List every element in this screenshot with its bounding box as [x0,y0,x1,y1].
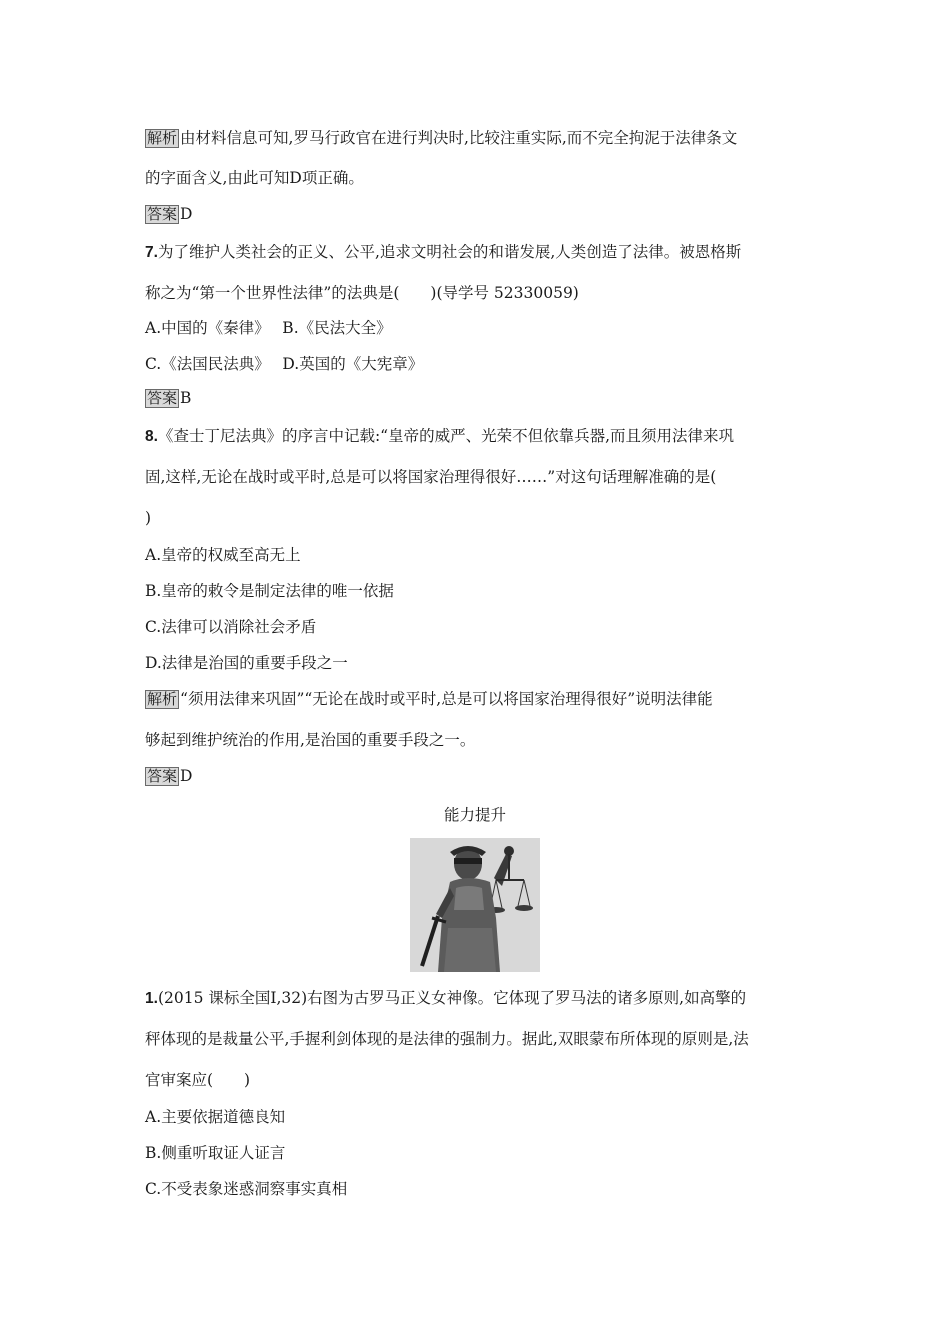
analysis-text: 够起到维护统治的作用,是治国的重要手段之一。 [145,731,476,749]
question-text: 秤体现的是裁量公平,手握利剑体现的是法律的强制力。据此,双眼蒙布所体现的原则是,法 [145,1030,749,1048]
option-c: C.法律可以消除社会矛盾 [145,618,317,636]
option-a: A.主要依据道德良知 [145,1108,286,1126]
answer-line [145,388,191,408]
section-title: 能力提升 [443,806,506,824]
answer-tag: 答案 [147,767,178,785]
option-b: B.皇帝的敕令是制定法律的唯一依据 [145,582,394,600]
question-text: 称之为“第一个世界性法律”的法典是( )(导学号 52330059) [145,284,579,302]
question-text: ) [145,509,152,527]
answer-line [145,766,192,786]
analysis-text: 的字面含义,由此可知D项正确。 [145,169,364,187]
answer-tag: 答案 [147,389,178,407]
question-text: 《查士丁尼法典》的序言中记载:“皇帝的威严、光荣不但依靠兵器,而且须用法律来巩 [157,427,735,445]
question-text: 为了维护人类社会的正义、公平,追求文明社会的和谐发展,人类创造了法律。被恩格斯 [157,243,742,261]
answer-tag: 答案 [147,205,178,223]
answer-value: B [180,389,192,407]
option-c: C.不受表象迷惑洞察事实真相 [145,1180,348,1198]
option-b: B.侧重听取证人证言 [145,1144,286,1162]
justice-statue-illustration [410,838,540,972]
question-text: (2015 课标全国Ⅰ,32)右图为古罗马正义女神像。它体现了罗马法的诸多原则,如高擎的 [157,989,747,1007]
justice-statue-photo [410,838,540,972]
analysis-text: 由材料信息可知,罗马行政官在进行判决时,比较注重实际,而不完全拘泥于法律条文 [180,129,738,147]
question-number: 7. [145,244,158,261]
options-line: C.《法国民法典》 D.英国的《大宪章》 [145,355,424,373]
question-text: 官审案应( ) [145,1071,251,1089]
options-line: A.中国的《秦律》 B.《民法大全》 [145,319,392,337]
analysis-tag: 解析 [147,690,178,708]
answer-line [145,204,192,224]
analysis-tag: 解析 [147,129,178,147]
answer-value: D [180,205,193,223]
option-d: D.法律是治国的重要手段之一 [145,654,348,672]
question-number: 1. [145,990,158,1007]
option-a: A.皇帝的权威至高无上 [145,546,301,564]
answer-value: D [180,767,193,785]
question-number: 8. [145,428,158,445]
question-text: 固,这样,无论在战时或平时,总是可以将国家治理得很好……”对这句话理解准确的是( [145,468,717,486]
analysis-text: “须用法律来巩固”“无论在战时或平时,总是可以将国家治理得很好”说明法律能 [180,690,713,708]
